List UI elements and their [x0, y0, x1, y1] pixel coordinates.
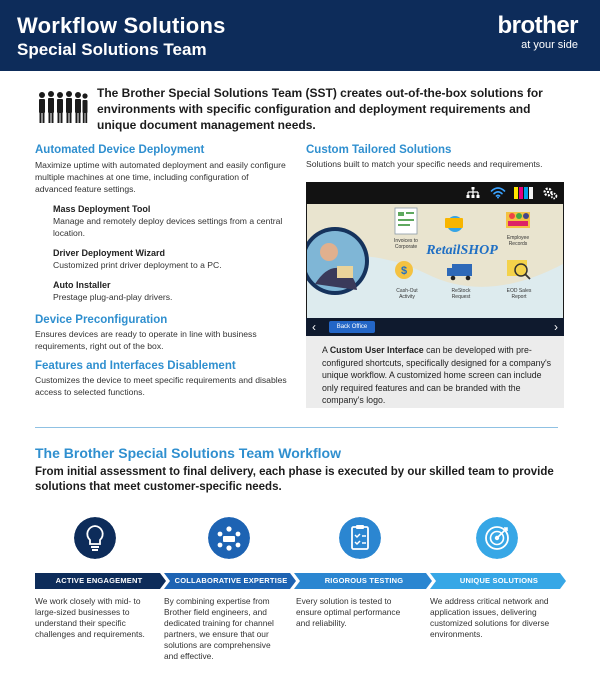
- phase-text-active-engagement: We work closely with mid- to large-sized businesses to understand their specific challenges and requirements.: [35, 596, 145, 639]
- back-office-button[interactable]: Back Office: [329, 321, 375, 333]
- svg-text:Cash-Out: Cash-Out: [396, 288, 418, 294]
- custom-ui-caption: [306, 336, 564, 408]
- svg-text:Employee: Employee: [506, 235, 530, 241]
- sub-driver-wizard: [53, 248, 287, 271]
- wifi-icon: [490, 186, 506, 199]
- lightbulb-icon: [74, 517, 116, 559]
- workflow-phase-row: [35, 573, 566, 589]
- brand-logo: [498, 14, 579, 51]
- brand-tagline: at your side: [521, 39, 578, 51]
- phase-label-rigorous-testing: RIGOROUS TESTING: [324, 576, 404, 585]
- sub-auto-installer: [53, 280, 287, 303]
- svg-text:Report: Report: [511, 294, 527, 300]
- chevron-left-icon[interactable]: ‹: [312, 320, 316, 334]
- sub-title: Driver Deployment Wizard: [53, 248, 165, 258]
- svg-text:Records: Records: [508, 241, 528, 247]
- page-title: Workflow Solutions: [17, 13, 226, 38]
- phase-text-unique-solutions: We address critical network and application issues, delivering customized solutions for diverse environments.: [430, 596, 550, 639]
- text-features-disablement: Customizes the device to meet specific requirements and disables access to selected functions.: [35, 375, 287, 397]
- team-silhouette-icon: [37, 90, 89, 124]
- caption-bold: Custom User Interface: [329, 345, 424, 355]
- header-banner: [0, 0, 600, 71]
- text-preconfiguration: Ensures devices are ready to operate in line with business requirements, right out of the box.: [35, 329, 257, 351]
- svg-text:Request: Request: [451, 294, 471, 300]
- right-column: [306, 144, 564, 170]
- section-divider: [35, 427, 558, 428]
- phase-label-collaborative-expertise: COLLABORATIVE EXPERTISE: [174, 576, 288, 585]
- caption-prefix: A: [322, 345, 330, 355]
- network-icon: [466, 187, 480, 199]
- workflow-subtitle: From initial assessment to final delivery, each phase is executed by our skilled team to provide solutions that meet customer-specific needs.: [35, 466, 554, 493]
- heading-custom-tailored: Custom Tailored Solutions: [306, 144, 452, 156]
- caption-text: can be developed with pre-configured shortcuts, specifically designed for a company's unique workflow. A customized home screen can include only required features and can be branded with the company's logo.: [322, 345, 552, 405]
- svg-text:ReStock: ReStock: [451, 288, 471, 294]
- svg-text:EOD Sales: EOD Sales: [506, 288, 532, 294]
- left-column: [35, 144, 287, 403]
- sub-title: Auto Installer: [53, 280, 111, 290]
- workflow-title: The Brother Special Solutions Team Workflow: [35, 445, 341, 461]
- section-automated-deployment: [35, 144, 287, 195]
- target-icon: [476, 517, 518, 559]
- phase-text-rigorous-testing: Every solution is tested to ensure optimal performance and reliability.: [296, 596, 401, 628]
- text-custom-tailored: Solutions built to match your specific needs and requirements.: [306, 159, 543, 169]
- svg-text:$: $: [400, 265, 408, 277]
- svg-text:Activity: Activity: [399, 294, 415, 300]
- section-preconfiguration: [35, 314, 287, 352]
- heading-features-disablement: Features and Interfaces Disablement: [35, 360, 236, 372]
- heading-automated-deployment: Automated Device Deployment: [35, 144, 205, 156]
- screen-status-bar: [306, 182, 564, 204]
- device-screen-mockup: [306, 182, 564, 336]
- sub-title: Mass Deployment Tool: [53, 204, 151, 214]
- settings-icon: [542, 186, 558, 200]
- toner-icon: [514, 186, 534, 199]
- screen-navigation-bar: [306, 318, 564, 336]
- intro-paragraph: The Brother Special Solutions Team (SST) creates out-of-the-box solutions for environments with specific configuration and deployment requirements and unique document management needs.: [97, 86, 543, 132]
- brand-logo-text: brother: [497, 12, 578, 39]
- sub-text: Prestage plug-and-play drivers.: [53, 292, 173, 302]
- heading-preconfiguration: Device Preconfiguration: [35, 314, 168, 326]
- team-meeting-icon: [208, 517, 250, 559]
- retail-shop-logo: RetailSHOP: [426, 243, 498, 258]
- home-screen-graphic: [307, 204, 563, 318]
- sub-text: Customized print driver deployment to a PC.: [53, 260, 222, 270]
- text-automated-deployment: Maximize uptime with automated deployment and easily configure multiple machines at one time, including configuration of advanced feature settings.: [35, 160, 286, 194]
- sub-text: Manage and remotely deploy devices settings from a central location.: [53, 216, 283, 238]
- screen-home-panel: [307, 204, 563, 318]
- svg-text:Corporate: Corporate: [394, 244, 418, 250]
- chevron-right-icon[interactable]: ›: [554, 320, 558, 334]
- svg-text:Invoices to: Invoices to: [394, 238, 418, 244]
- phase-text-collaborative-expertise: By combining expertise from Brother field engineers, and dedicated training for channel partners, we ensure that our solutions are comprehensive and effective.: [164, 596, 274, 661]
- page-subtitle: Special Solutions Team: [17, 40, 207, 59]
- checklist-icon: [339, 517, 381, 559]
- sub-mass-deployment: [53, 204, 287, 239]
- phase-label-active-engagement: ACTIVE ENGAGEMENT: [55, 576, 143, 585]
- section-features-disablement: [35, 360, 287, 398]
- phase-label-unique-solutions: UNIQUE SOLUTIONS: [459, 576, 539, 585]
